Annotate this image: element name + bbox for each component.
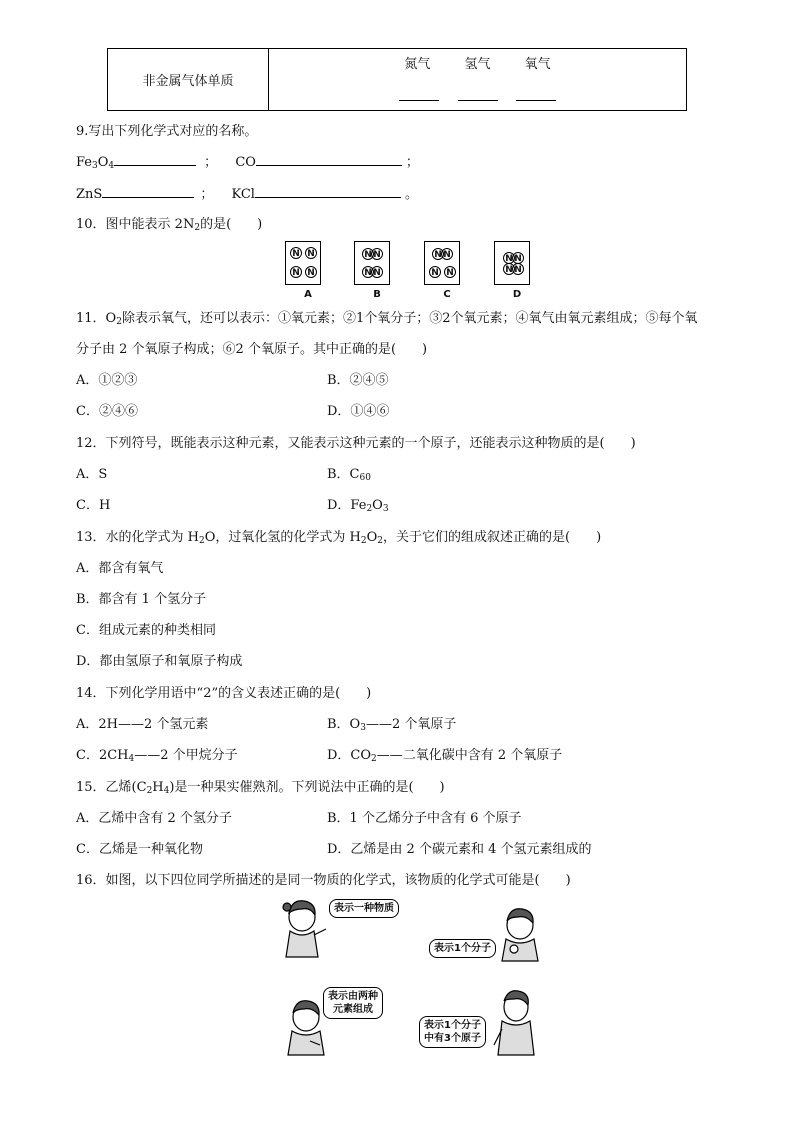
n-atom-icon: N xyxy=(362,266,374,278)
gas-name: 氧气 xyxy=(524,56,551,72)
option-label: A xyxy=(304,289,312,300)
subscript: 3 xyxy=(360,723,366,733)
text: D．CO xyxy=(327,748,372,763)
q10-stem xyxy=(76,213,262,233)
text: ——2 个氧原子 xyxy=(365,717,457,732)
n-atom-icon: N xyxy=(503,263,515,275)
speech-bubble xyxy=(329,899,399,918)
q9-row1 xyxy=(76,151,419,171)
n-atom-icon: N xyxy=(371,248,383,260)
text: 13．水的化学式为 H xyxy=(76,530,200,545)
gas-name: 氮气 xyxy=(404,56,431,72)
punct: 。 xyxy=(404,187,418,202)
text: 10．图中能表示 2N xyxy=(76,217,195,232)
option-b-diagram xyxy=(354,241,390,285)
q13-option-a[interactable]: A．都含有氧气 xyxy=(76,561,164,576)
q13-option-d[interactable]: D．都由氢原子和氧原子构成 xyxy=(76,654,243,669)
q14-option-c[interactable] xyxy=(76,744,238,764)
q14-option-d[interactable] xyxy=(327,744,562,764)
subscript: 2 xyxy=(371,754,377,764)
answer-blank[interactable] xyxy=(255,183,401,198)
text: ——二氧化碳中含有 2 个氧原子 xyxy=(376,748,563,763)
subscript: 2 xyxy=(366,504,373,514)
n-atom-icon: N xyxy=(290,266,302,278)
bubble-text: 表示1个分子 xyxy=(434,943,491,954)
answer-blank[interactable] xyxy=(256,151,402,166)
punct: ； xyxy=(200,187,214,202)
n-atom-icon: N xyxy=(429,266,441,278)
n-atom-icon: N xyxy=(503,252,515,264)
formula: O xyxy=(97,155,109,170)
table-label: 非金属气体单质 xyxy=(142,74,234,89)
q12-option-c[interactable]: C．H xyxy=(76,498,111,513)
bubble-text: 表示1个分子 xyxy=(424,1020,481,1031)
answer-blank[interactable] xyxy=(114,151,196,166)
text: 的是( ) xyxy=(200,217,263,232)
q14-option-b[interactable] xyxy=(327,713,456,733)
table-label-cell xyxy=(108,49,269,111)
text: O xyxy=(366,530,378,545)
bubble-text: 表示一种物质 xyxy=(334,903,394,914)
text: 11．O xyxy=(76,311,117,326)
table-gases-cell xyxy=(269,49,687,111)
gas-blanks xyxy=(269,86,686,105)
formula: CO xyxy=(235,155,256,170)
subscript: 4 xyxy=(163,786,170,796)
q12-option-d[interactable] xyxy=(327,494,389,514)
text: ，关于它们的组成叙述正确的是( ) xyxy=(383,530,602,545)
subscript: 2 xyxy=(360,536,367,546)
subscript: 2 xyxy=(194,223,201,233)
text: O xyxy=(372,498,383,513)
n-atom-icon: N xyxy=(290,247,302,259)
student-boy-icon xyxy=(502,909,538,961)
subscript: 2 xyxy=(377,536,384,546)
q13-option-b[interactable]: B．都含有 1 个氢分子 xyxy=(76,592,207,607)
q15-option-d[interactable]: D．乙烯是由 2 个碳元素和 4 个氢元素组成的 xyxy=(327,842,592,857)
student-boy-icon xyxy=(494,991,534,1055)
q11-option-d[interactable]: D．①④⑥ xyxy=(327,404,390,419)
formula: ZnS xyxy=(76,187,103,202)
q16-stem: 16．如图，以下四位同学所描述的是同一物质的化学式，该物质的化学式可能是( ) xyxy=(76,873,571,888)
answer-blank[interactable] xyxy=(102,183,194,198)
n-atom-icon: N xyxy=(444,266,456,278)
speech-bubble xyxy=(323,987,383,1019)
text: ——2 个甲烷分子 xyxy=(134,748,238,763)
gas-names xyxy=(269,53,686,72)
subscript: 2 xyxy=(116,317,122,327)
q13-option-c[interactable]: C．组成元素的种类相同 xyxy=(76,623,216,638)
q11-option-c[interactable]: C．②④⑥ xyxy=(76,404,138,419)
n-atom-icon: N xyxy=(362,248,374,260)
subscript: 2 xyxy=(146,786,153,796)
speech-bubble xyxy=(429,939,496,958)
text: B．C xyxy=(327,467,360,482)
n-atom-icon: N xyxy=(512,252,524,264)
q14-stem: 14．下列化学用语中“2”的含义表述正确的是( ) xyxy=(76,686,372,701)
text: C．2CH xyxy=(76,748,129,763)
q13-stem xyxy=(76,526,601,546)
student-girl-icon xyxy=(283,901,326,957)
q12-option-a[interactable]: A．S xyxy=(76,467,108,482)
answer-blank[interactable] xyxy=(516,86,556,101)
subscript: 60 xyxy=(359,473,371,483)
text: D．Fe xyxy=(327,498,367,513)
n-atom-icon: N xyxy=(305,247,317,259)
gas-table xyxy=(107,48,687,111)
option-label: D xyxy=(512,289,522,300)
q11-option-a[interactable]: A．①②③ xyxy=(76,373,138,388)
q12-option-b[interactable] xyxy=(327,463,371,483)
q15-stem xyxy=(76,776,445,796)
bubble-text: 元素组成 xyxy=(333,1004,373,1015)
n-atom-icon: N xyxy=(371,266,383,278)
n-atom-icon: N xyxy=(512,263,524,275)
formula: KCl xyxy=(231,187,255,202)
punct: ； xyxy=(405,155,419,170)
q11-line1 xyxy=(76,307,697,327)
q9-stem: 9.写出下列化学式对应的名称。 xyxy=(76,124,258,139)
text: )是一种果实催熟剂。下列说法中正确的是( ) xyxy=(169,780,445,795)
text: O，过氧化氢的化学式为 H xyxy=(204,530,361,545)
q14-option-a[interactable]: A．2H——2 个氢元素 xyxy=(76,717,209,732)
subscript: 2 xyxy=(199,536,205,546)
q15-option-c[interactable]: C．乙烯是一种氧化物 xyxy=(76,842,203,857)
text: H xyxy=(152,780,164,795)
bubble-text: 表示由两种 xyxy=(328,991,378,1002)
option-a-diagram xyxy=(285,241,321,285)
q9-row2 xyxy=(76,183,418,202)
subscript: 3 xyxy=(92,161,98,171)
text: 15．乙烯(C xyxy=(76,780,147,795)
q11-line2: 分子由 2 个氧原子构成；⑥2 个氧原子。其中正确的是( ) xyxy=(76,342,428,357)
option-label: C xyxy=(443,289,451,300)
subscript: 4 xyxy=(108,161,115,171)
bubble-text: 中有3个原子 xyxy=(424,1033,481,1044)
subscript: 3 xyxy=(382,504,389,514)
text: 除表示氧气，还可以表示：①氧元素；②1个氧分子；③2个氧元素；④氧气由氧元素组成；⑤每个氧 xyxy=(121,311,698,326)
student-boy-icon xyxy=(288,1001,324,1055)
q12-stem: 12．下列符号，既能表示这种元素，又能表示这种元素的一个原子，还能表示这种物质的是( ) xyxy=(76,436,636,451)
speech-bubble xyxy=(419,1016,486,1048)
n-atom-icon: N xyxy=(432,248,444,260)
text: B．O xyxy=(327,717,361,732)
students-illustration xyxy=(280,895,550,1060)
gas-name: 氢气 xyxy=(464,56,491,72)
option-c-diagram xyxy=(424,241,460,285)
formula: Fe xyxy=(76,155,93,170)
punct: ； xyxy=(204,155,218,170)
answer-blank[interactable] xyxy=(399,86,439,101)
q15-option-b[interactable]: B．1 个乙烯分子中含有 6 个原子 xyxy=(327,811,522,826)
option-d-diagram xyxy=(494,241,530,285)
n-atom-icon: N xyxy=(441,248,453,260)
n-atom-icon: N xyxy=(305,266,317,278)
q15-option-a[interactable]: A．乙烯中含有 2 个氢分子 xyxy=(76,811,232,826)
option-label: B xyxy=(373,289,381,300)
answer-blank[interactable] xyxy=(458,86,498,101)
subscript: 4 xyxy=(128,754,135,764)
q11-option-b[interactable]: B．②④⑤ xyxy=(327,373,389,388)
